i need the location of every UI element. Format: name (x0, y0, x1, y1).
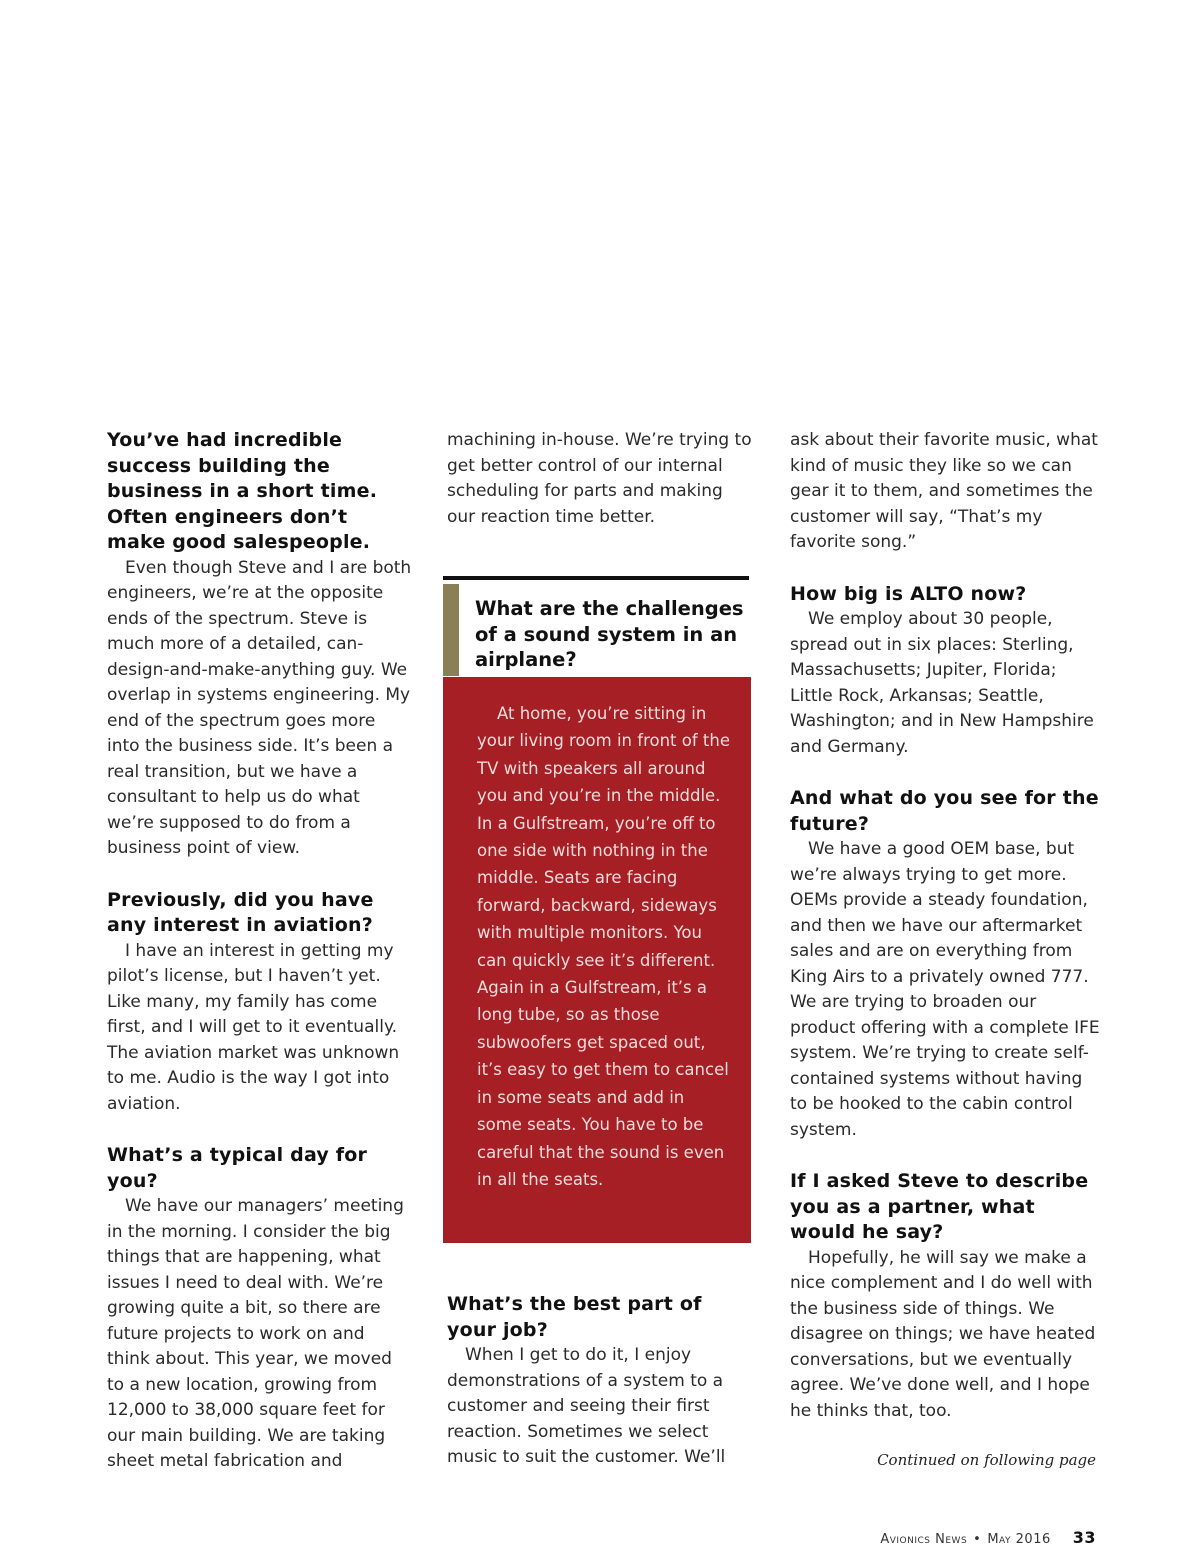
question-heading: Previously, did you have any interest in aviation? (107, 888, 374, 936)
answer-paragraph-continued: ask about their favorite music, what kind of music they like so we can gear it to them, and sometimes the customer will say, “That’s my favorite song.” (790, 430, 1098, 552)
column-3 (790, 428, 1102, 1424)
sidebar-text: At home, you’re sitting in your living room in front of the TV with speakers all around you and you’re in the middle. In a Gulfstream, you’re off to one side with nothing in the middle. Seats are facing forward, backward, sideways with multiple monitors. You can quickly see it’s different. Again in a Gulfstream, it’s a long tube, so as those subwoofers get spaced out, it’s easy to get them to cancel in some seats and add in some seats. You have to be careful that the sound is even in all the seats. (477, 704, 730, 1189)
answer-paragraph-continued: machining in-house. We’re trying to get better control of our internal scheduling for parts and making our reaction time better. (447, 430, 752, 527)
issue-date: May 2016 (987, 1532, 1051, 1547)
sidebar-title: What are the challenges of a sound system in an airplane? (475, 597, 744, 671)
question-heading: You’ve had incredible success building the business in a short time. Often engineers don’t make good salespeople. (107, 429, 378, 553)
question-heading: If I asked Steve to describe you as a partner, what would he say? (790, 1170, 1089, 1243)
continued-note: Continued on following page (877, 1451, 1096, 1469)
publication-name: Avionics News (880, 1532, 968, 1547)
page-footer (860, 1528, 1096, 1547)
sidebar-header (443, 576, 749, 680)
answer-paragraph: I have an interest in getting my pilot’s license, but I haven’t yet. Like many, my family has come first, and I will get to it eventually. The aviation market was unknown to me. Audio is the way I got into aviation. (107, 940, 400, 1114)
answer-paragraph: We employ about 30 people, spread out in six places: Sterling, Massachusetts; Jupiter, Florida; Little Rock, Arkansas; Seattle, Washington; and in New Hampshire and Germany. (790, 609, 1094, 757)
column-1 (107, 428, 412, 1475)
question-heading: How big is ALTO now? (790, 582, 1027, 605)
question-heading: What’s the best part of your job? (447, 1293, 702, 1341)
column-2-bottom (447, 1292, 747, 1471)
question-heading: What’s a typical day for you? (107, 1144, 368, 1192)
answer-paragraph: We have our managers’ meeting in the morning. I consider the big things that are happening, what issues I need to deal with. We’re growing quite a bit, so there are future projects to work on and think about. This year, we moved to a new location, growing from 12,000 to 38,000 square feet for our main building. We are taking sheet metal fabrication and (107, 1196, 404, 1471)
answer-paragraph: Hopefully, he will say we make a nice complement and I do well with the business side of things. We disagree on things; we have heated conversations, but we eventually agree. We’ve done well, and I hope he thinks that, too. (790, 1247, 1096, 1421)
answer-paragraph: When I get to do it, I enjoy demonstrations of a system to a customer and seeing their first reaction. Sometimes we select music to suit the customer. We’ll (447, 1345, 726, 1467)
sidebar-accent-bar (443, 584, 459, 676)
question-heading: And what do you see for the future? (790, 787, 1099, 835)
footer-separator: • (973, 1532, 982, 1547)
sidebar-box (443, 677, 751, 1243)
answer-paragraph: We have a good OEM base, but we’re always trying to get more. OEMs provide a steady foundation, and then we have our aftermarket sales and are on everything from King Airs to a privately owned 777. We are trying to broaden our product offering with a complete IFE system. We’re trying to create self-contained systems without having to be hooked to the cabin control system. (790, 839, 1100, 1140)
column-2 (447, 428, 752, 530)
answer-paragraph: Even though Steve and I are both engineers, we’re at the opposite ends of the spectrum. Steve is much more of a detailed, can-design-and-make-anything guy. We overlap in systems engineering. My end of the spectrum goes more into the business side. It’s been a real transition, but we have a consultant to help us do what we’re supposed to do from a business point of view. (107, 557, 412, 858)
page-number: 33 (1072, 1528, 1096, 1547)
